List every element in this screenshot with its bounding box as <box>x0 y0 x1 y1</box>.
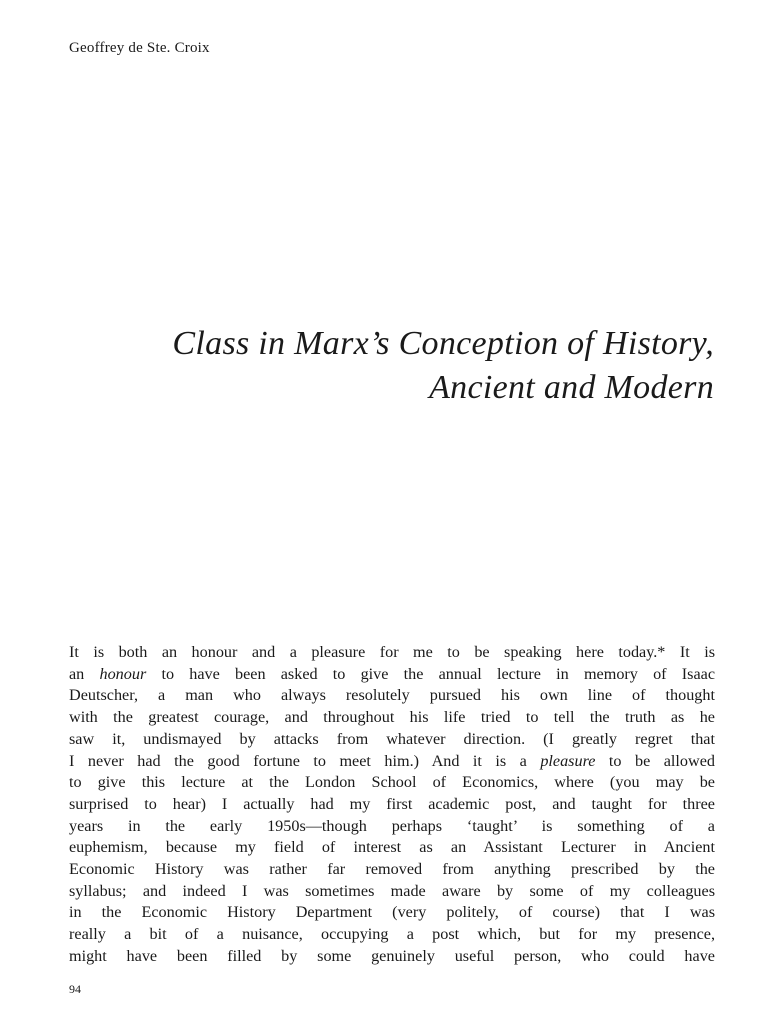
body-line: surprised to hear) I actually had my first academic post, and taught for three <box>69 794 715 813</box>
body-line <box>69 664 715 686</box>
article-title <box>74 322 714 410</box>
body-line: really a bit of a nuisance, occupying a post which, but for my presence, <box>69 925 715 944</box>
body-line: in the Economic History Department (very politely, of course) that I was <box>69 903 715 922</box>
text-run: an <box>69 664 100 683</box>
body-line: Deutscher, a man who always resolutely pursued his own line of thought <box>69 686 715 705</box>
emphasis: pleasure <box>540 751 596 770</box>
body-line: years in the early 1950s—though perhaps ‘taught’ is something of a <box>69 816 715 835</box>
body-line: with the greatest courage, and throughout his life tried to tell the truth as he <box>69 708 715 727</box>
body-line: syllabus; and indeed I was sometimes made aware by some of my colleagues <box>69 881 715 900</box>
running-head-author: Geoffrey de Ste. Croix <box>69 40 210 56</box>
body-line: It is both an honour and a pleasure for me to be speaking here today.* It is <box>69 643 715 661</box>
body-line: might have been filled by some genuinely useful person, who could have <box>69 946 715 965</box>
body-line <box>69 751 715 773</box>
text-run: I never had the good fortune to meet him.) And it is a <box>69 751 541 770</box>
text-run: to have been asked to give the annual lecture in memory of Isaac <box>146 664 716 683</box>
title-line-1: Class in Marx’s Conception of History, <box>172 325 714 362</box>
body-line: Economic History was rather far removed from anything prescribed by the <box>69 860 715 879</box>
body-text <box>69 642 715 968</box>
title-line-2: Ancient and Modern <box>429 369 714 406</box>
body-line: saw it, undismayed by attacks from whatever direction. (I greatly regret that <box>69 729 715 748</box>
emphasis: honour <box>99 664 147 683</box>
body-line: euphemism, because my field of interest as an Assistant Lecturer in Ancient <box>69 838 715 857</box>
text-run: to be allowed <box>595 751 715 770</box>
page-number: 94 <box>69 982 81 996</box>
body-line: to give this lecture at the London School of Economics, where (you may be <box>69 773 715 792</box>
